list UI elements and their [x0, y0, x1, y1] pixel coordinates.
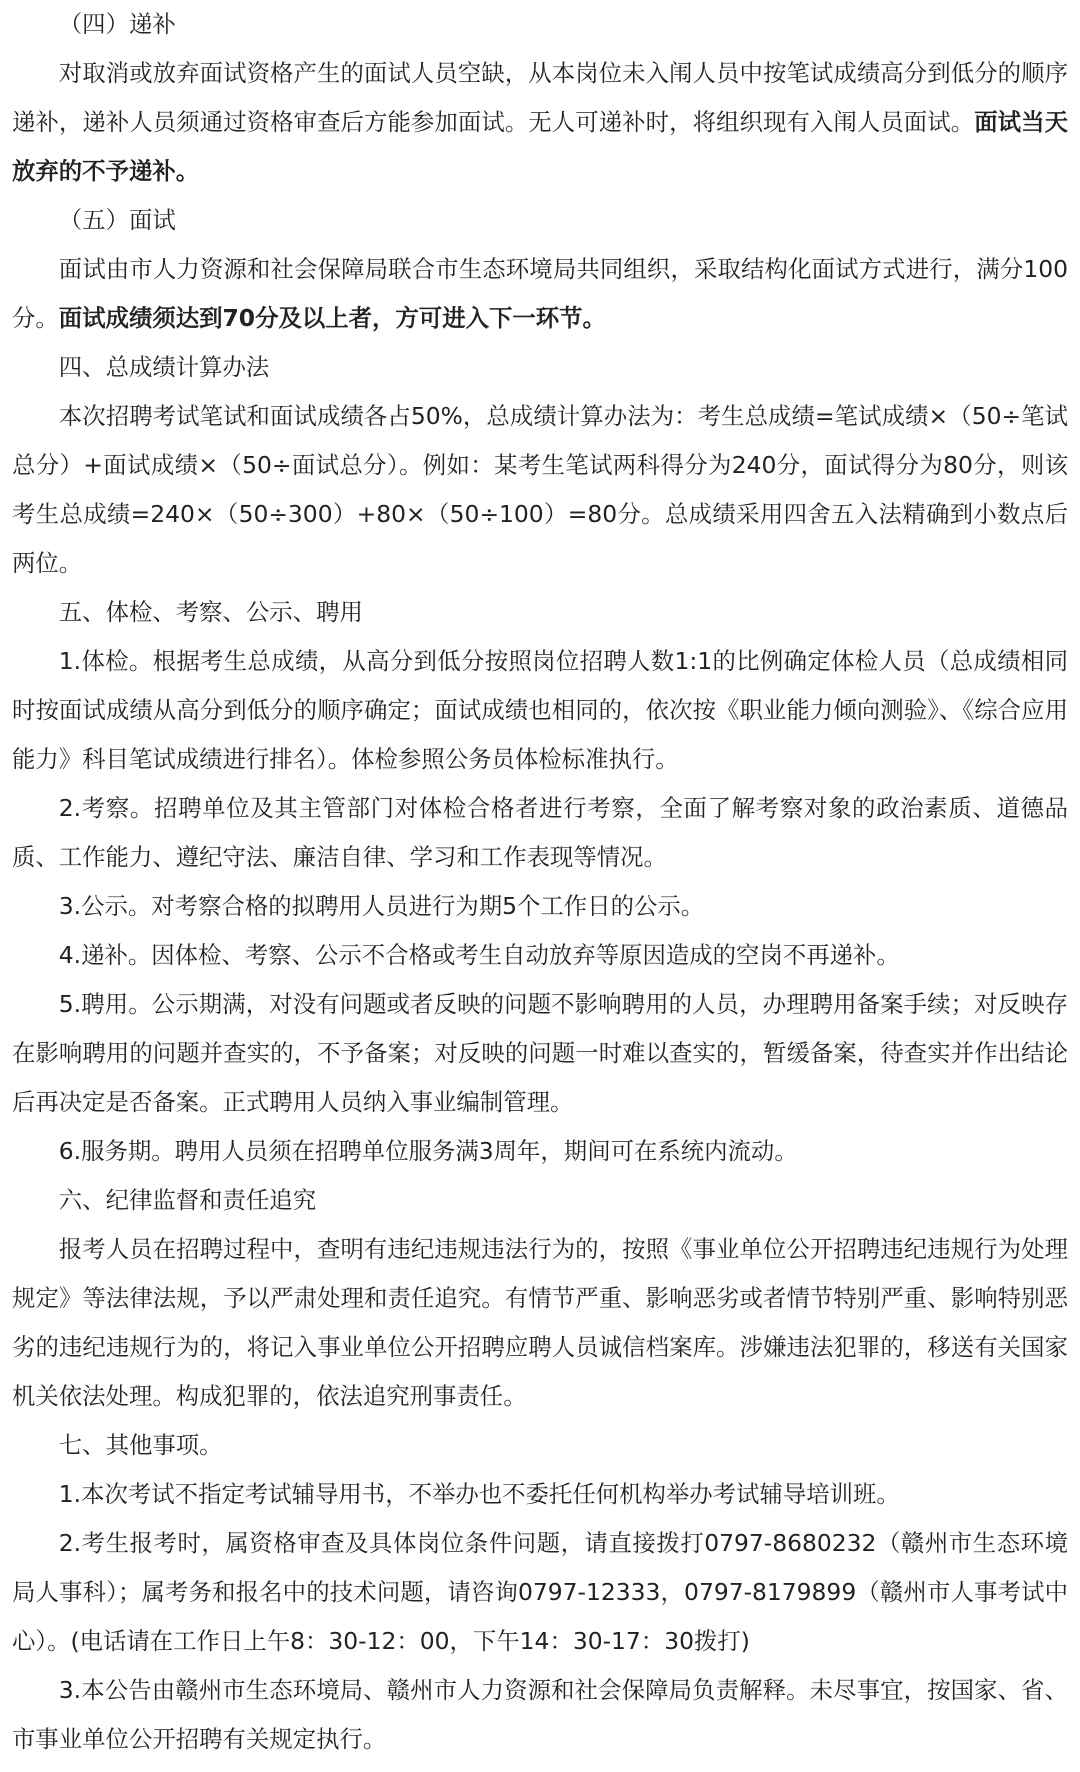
heading-discipline: 六、纪律监督和责任追究: [58, 1186, 317, 1214]
paragraph-inspection: 2.考察。招聘单位及其主管部门对体检合格者进行考察，全面了解考察对象的政治素质、道德品质、工作能力、遵纪守法、廉洁自律、学习和工作表现等情况。: [12, 794, 1068, 871]
paragraph-interview: [12, 245, 1068, 343]
heading-score-method: 四、总成绩计算办法: [58, 353, 270, 381]
paragraph-publicity: 3.公示。对考察合格的拟聘用人员进行为期5个工作日的公示。: [58, 892, 705, 920]
paragraph-hiring: 5.聘用。公示期满，对没有问题或者反映的问题不影响聘用的人员，办理聘用备案手续；对反映存在影响聘用的问题并查实的，不予备案；对反映的问题一时难以查实的，暂缓备案，待查实并作出结论后再决定是否备案。正式聘用人员纳入事业编制管理。: [12, 990, 1068, 1116]
paragraph-text: 对取消或放弃面试资格产生的面试人员空缺，从本岗位未入闱人员中按笔试成绩高分到低分的顺序递补，递补人员须通过资格审查后方能参加面试。无人可递补时，将组织现有入闱人员面试。: [12, 59, 1068, 136]
bold-text: 面试当天放弃的不予递补。: [12, 108, 1068, 185]
paragraph-no-replenish: 4.递补。因体检、考察、公示不合格或考生自动放弃等原因造成的空岗不再递补。: [58, 941, 900, 969]
heading-replenish: （四）递补: [58, 10, 176, 38]
paragraph-physical-exam: 1.体检。根据考生总成绩，从高分到低分按照岗位招聘人数1:1的比例确定体检人员（总成绩相同时按面试成绩从高分到低分的顺序确定；面试成绩也相同的，依次按《职业能力倾向测验》、《综合应用能力》科目笔试成绩进行排名）。体检参照公务员体检标准执行。: [12, 647, 1068, 773]
paragraph-discipline: 报考人员在招聘过程中，查明有违纪违规违法行为的，按照《事业单位公开招聘违纪违规行为处理规定》等法律法规，予以严肃处理和责任追究。有情节严重、影响恶劣或者情节特别严重、影响特别恶劣的违纪违规行为的，将记入事业单位公开招聘应聘人员诚信档案库。涉嫌违法犯罪的，移送有关国家机关依法处理。构成犯罪的，依法追究刑事责任。: [12, 1235, 1068, 1410]
heading-interview: （五）面试: [58, 206, 176, 234]
bold-text: 面试成绩须达到70分及以上者，方可进入下一环节。: [58, 304, 606, 332]
heading-other-matters: 七、其他事项。: [58, 1431, 223, 1459]
heading-exam-hire: 五、体检、考察、公示、聘用: [58, 598, 363, 626]
paragraph-no-tutoring: 1.本次考试不指定考试辅导用书，不举办也不委托任何机构举办考试辅导培训班。: [58, 1480, 900, 1508]
paragraph-text: 面试由市人力资源和社会保障局联合市生态环境局共同组织，采取结构化面试方式进行，满分100分。: [12, 255, 1068, 332]
paragraph-score-method: 本次招聘考试笔试和面试成绩各占50%，总成绩计算办法为：考生总成绩=笔试成绩×（50÷笔试总分）+面试成绩×（50÷面试总分）。例如：某考生笔试两科得分为240分，面试得分为80分，则该考生总成绩=240×（50÷300）+80×（50÷100）=80分。总成绩采用四舍五入法精确到小数点后两位。: [12, 402, 1068, 577]
paragraph-interpretation: 3.本公告由赣州市生态环境局、赣州市人力资源和社会保障局负责解释。未尽事宜，按国家、省、市事业单位公开招聘有关规定执行。: [12, 1676, 1068, 1753]
paragraph-service-term: 6.服务期。聘用人员须在招聘单位服务满3周年，期间可在系统内流动。: [58, 1137, 798, 1165]
paragraph-replenish: [12, 49, 1068, 196]
paragraph-contact: 2.考生报考时，属资格审查及具体岗位条件问题，请直接拨打0797-8680232（赣州市生态环境局人事科）；属考务和报名中的技术问题，请咨询0797-12333，0797-8179899（赣州市人事考试中心）。(电话请在工作日上午8：30-12：00，下午14：30-17：30拨打): [12, 1529, 1068, 1655]
